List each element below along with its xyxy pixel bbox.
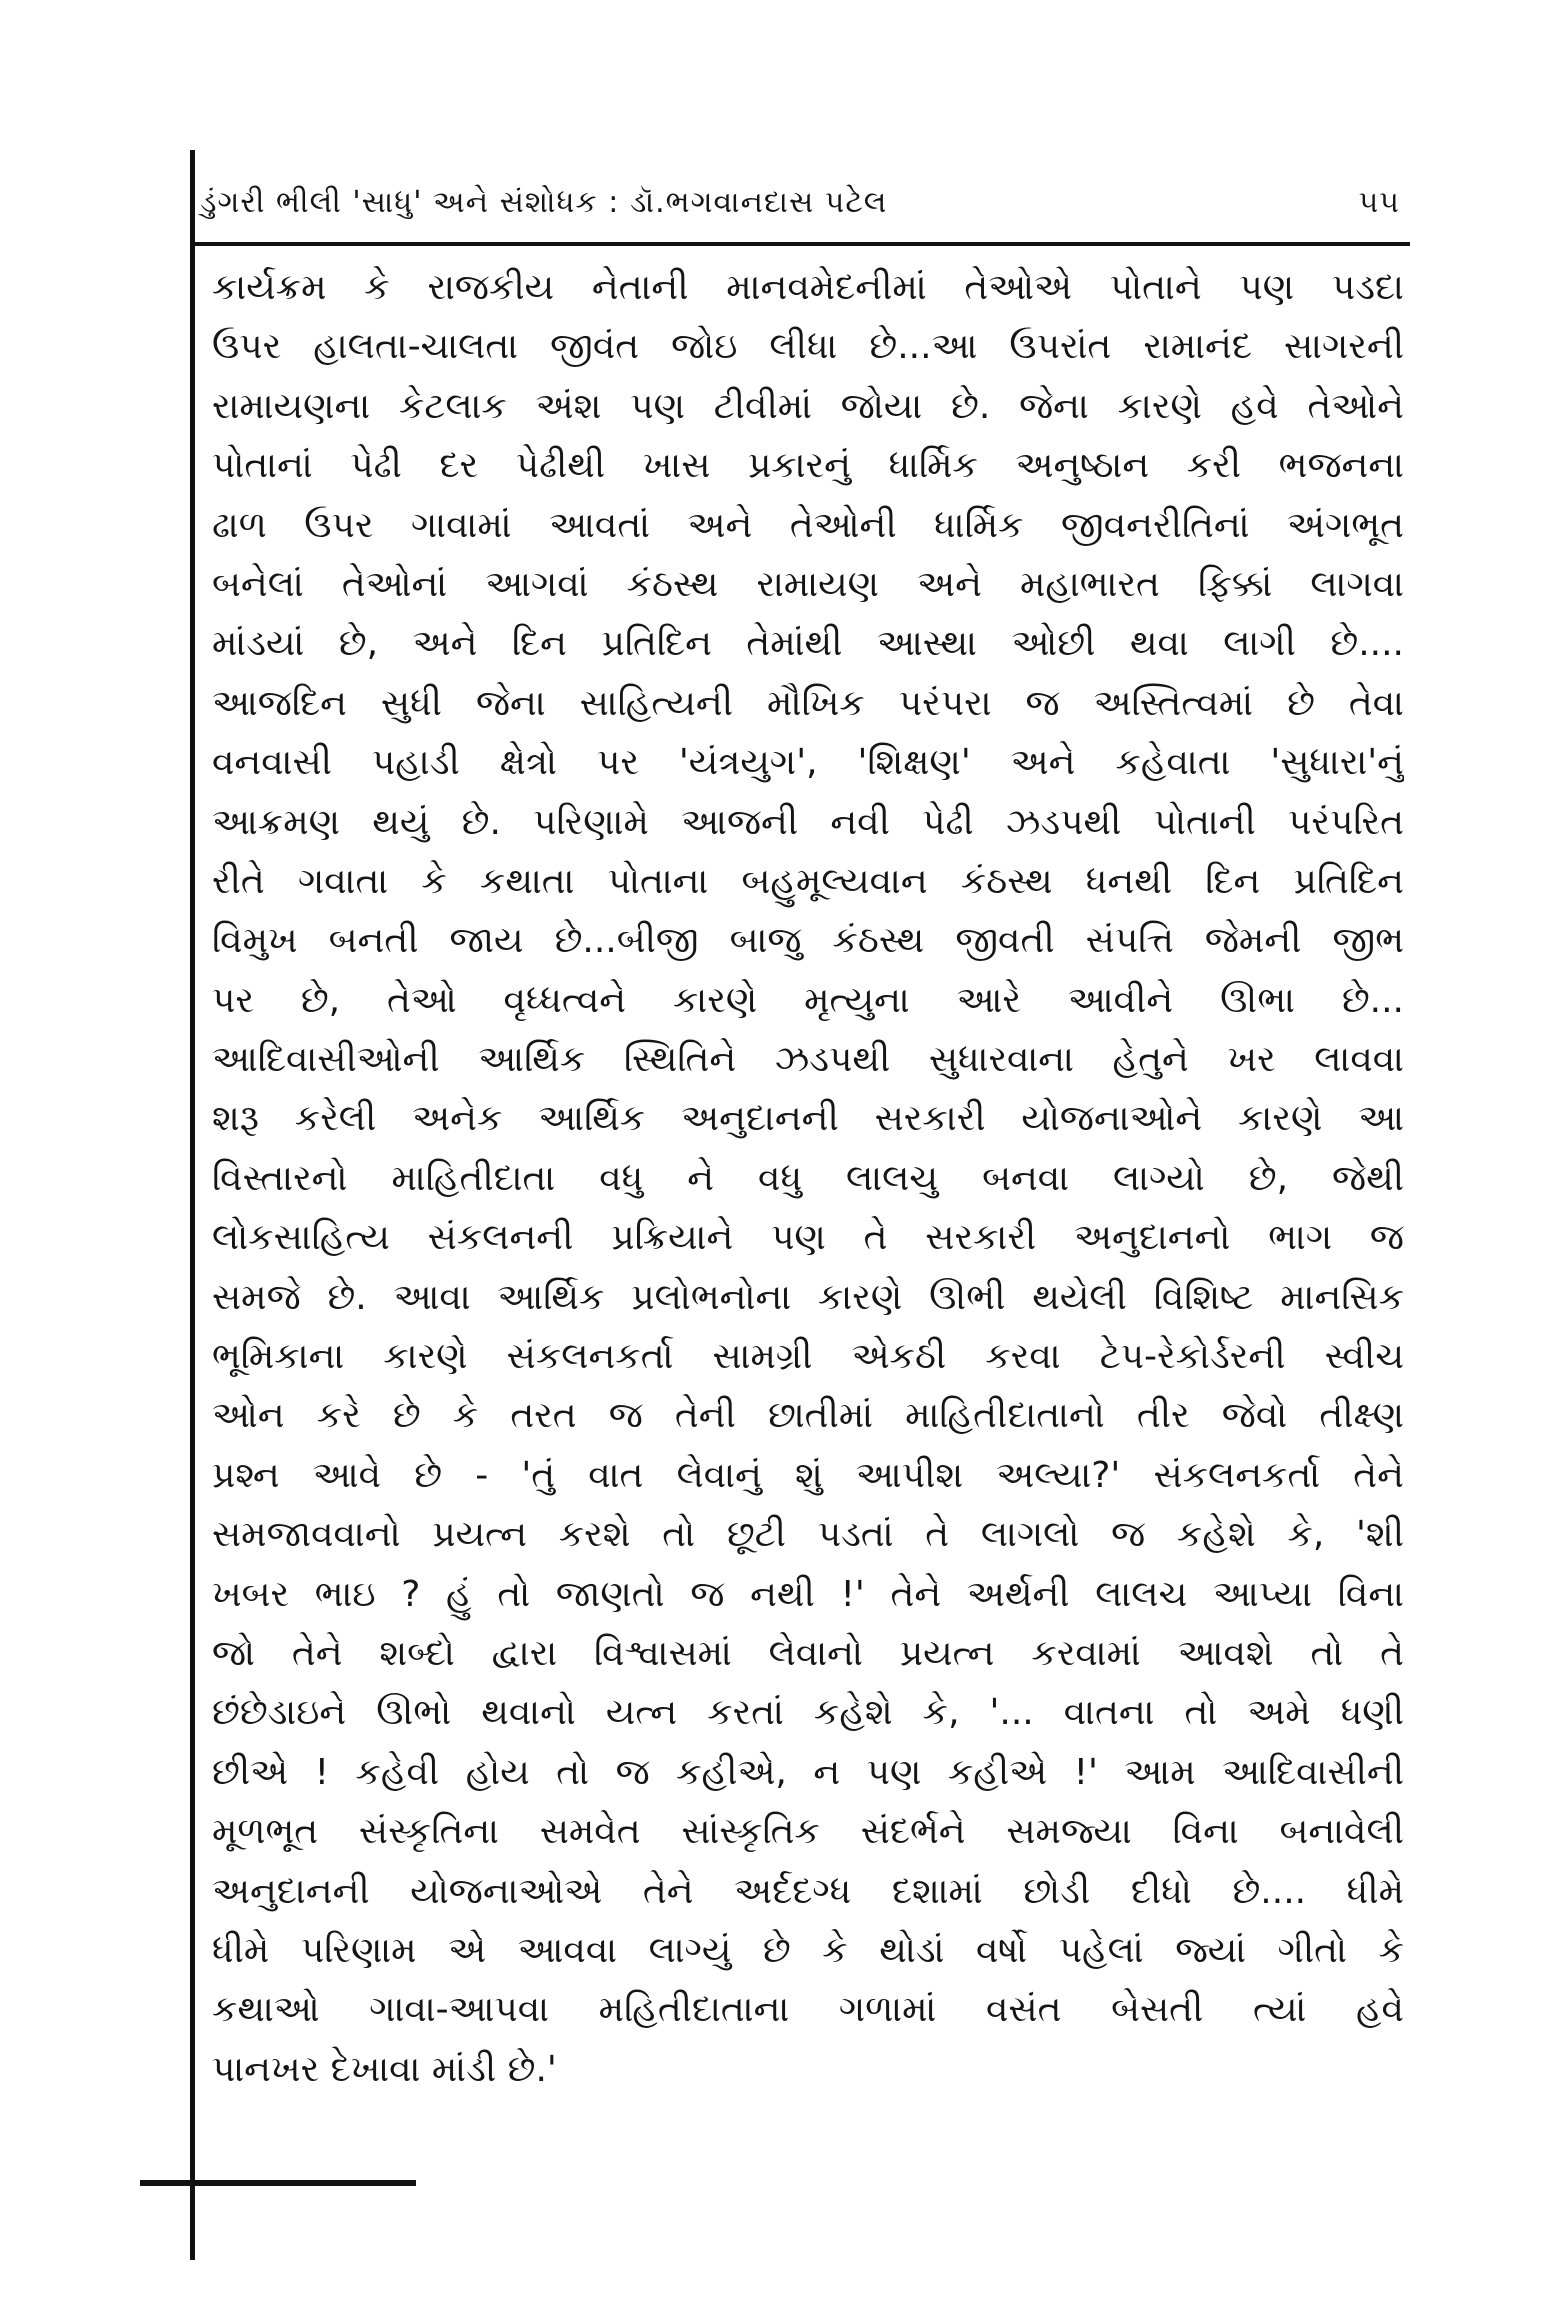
page-number: ૫૫ xyxy=(1358,184,1400,220)
text-line: બનેલાં તેઓનાં આગવાં કંઠસ્થ રામાયણ અને મહાભારત ફિક્કાં લાગવા xyxy=(212,563,1404,605)
text-line: ખબર ભાઇ ? હું તો જાણતો જ નથી !' તેને અર્થની લાલચ આપ્યા વિના xyxy=(212,1573,1404,1615)
text-line: પોતાનાં પેઢી દર પેઢીથી ખાસ પ્રકારનું ધાર્મિક અનુષ્ઠાન કરી ભજનના xyxy=(212,445,1404,487)
text-line: લોકસાહિત્ય સંકલનની પ્રક્રિયાને પણ તે સરકારી અનુદાનનો ભાગ જ xyxy=(212,1217,1404,1259)
text-line: મૂળભૂત સંસ્કૃતિના સમવેત સાંસ્કૃતિક સંદર્ભને સમજ્યા વિના બનાવેલી xyxy=(212,1811,1404,1853)
text-line: જો તેને શબ્દો દ્વારા વિશ્વાસમાં લેવાનો પ્રયત્ન કરવામાં આવશે તો તે xyxy=(212,1632,1404,1674)
text-line: કાર્યક્રમ કે રાજકીય નેતાની માનવમેદનીમાં તેઓએ પોતાને પણ પડદા xyxy=(212,267,1404,308)
text-line: પ્રશ્ન આવે છે - 'તું વાત લેવાનું શું આપીશ અલ્યા?' સંકલનકર્તા તેને xyxy=(212,1454,1404,1496)
text-line: આદિવાસીઓની આર્થિક સ્થિતિને ઝડપથી સુધારવાના હેતુને ખર લાવવા xyxy=(212,1039,1404,1081)
left-margin-rule xyxy=(190,150,195,2260)
text-line: ઉપર હાલતા-ચાલતા જીવંત જોઇ લીધા છે...આ ઉપરાંત રામાનંદ સાગરની xyxy=(212,326,1404,368)
text-line: સમજે છે. આવા આર્થિક પ્રલોભનોના કારણે ઊભી થયેલી વિશિષ્ટ માનસિક xyxy=(212,1276,1404,1318)
text-line: વિમુખ બનતી જાય છે...બીજી બાજુ કંઠસ્થ જીવતી સંપત્તિ જેમની જીભ xyxy=(212,920,1404,962)
text-line: ભૂમિકાના કારણે સંકલનકર્તા સામગ્રી એકઠી કરવા ટેપ-રેકોર્ડરની સ્વીચ xyxy=(212,1336,1404,1378)
text-line: માંડયાં છે, અને દિન પ્રતિદિન તેમાંથી આસ્થા ઓછી થવા લાગી છે.... xyxy=(212,623,1404,665)
text-line: વિસ્તારનો માહિતીદાતા વધુ ને વધુ લાલચુ બનવા લાગ્યો છે, જેથી xyxy=(212,1157,1404,1199)
text-line: વનવાસી પહાડી ક્ષેત્રો પર 'યંત્રયુગ', 'શિક્ષણ' અને કહેવાતા 'સુધારા'નું xyxy=(212,742,1404,784)
text-line: શરૂ કરેલી અનેક આર્થિક અનુદાનની સરકારી યોજનાઓને કારણે આ xyxy=(212,1098,1404,1140)
text-line: પાનખર દેખાવા માંડી છે.' xyxy=(212,2048,557,2090)
text-line: કથાઓ ગાવા-આપવા મહિતીદાતાના ગળામાં વસંત બેસતી ત્યાં હવે xyxy=(212,1989,1404,2031)
text-line: ધીમે પરિણામ એ આવવા લાગ્યું છે કે થોડાં વર્ષો પહેલાં જ્યાં ગીતો કે xyxy=(212,1929,1404,1971)
text-line: અનુદાનની યોજનાઓએ તેને અર્દદગ્ધ દશામાં છોડી દીધો છે.... ધીમે xyxy=(212,1870,1404,1912)
running-header xyxy=(200,172,1400,232)
text-line: ઓન કરે છે કે તરત જ તેની છાતીમાં માહિતીદાતાનો તીર જેવો તીક્ષ્ણ xyxy=(212,1395,1404,1437)
text-line: સમજાવવાનો પ્રયત્ન કરશે તો છૂટી પડતાં તે લાગલો જ કહેશે કે, 'શી xyxy=(212,1514,1404,1556)
text-line: છીએ ! કહેવી હોય તો જ કહીએ, ન પણ કહીએ !' આમ આદિવાસીની xyxy=(212,1751,1404,1793)
text-line: રામાયણના કેટલાક અંશ પણ ટીવીમાં જોયા છે. જેના કારણે હવે તેઓને xyxy=(212,385,1404,427)
footer-rule xyxy=(140,2180,416,2186)
text-line: છંછેડાઇને ઊભો થવાનો યત્ન કરતાં કહેશે કે, '... વાતના તો અમે ધણી xyxy=(212,1692,1404,1734)
header-rule xyxy=(190,242,1410,246)
text-line: ઢાળ ઉપર ગાવામાં આવતાં અને તેઓની ધાર્મિક જીવનરીતિનાં અંગભૂત xyxy=(212,504,1404,546)
text-line: રીતે ગવાતા કે કથાતા પોતાના બહુમૂલ્યવાન કંઠસ્થ ધનથી દિન પ્રતિદિન xyxy=(212,860,1404,902)
text-line: પર છે, તેઓ વૃધ્ધત્વને કારણે મૃત્યુના આરે આવીને ઊભા છે... xyxy=(212,979,1404,1021)
text-line: આજદિન સુધી જેના સાહિત્યની મૌખિક પરંપરા જ અસ્તિત્વમાં છે તેવા xyxy=(212,682,1404,724)
body-paragraph xyxy=(212,258,1404,2099)
running-header-title: ડુંગરી ભીલી 'સાધુ' અને સંશોધક : ડૉ.ભગવાનદાસ પટેલ xyxy=(200,184,888,220)
text-line: આક્રમણ થયું છે. પરિણામે આજની નવી પેઢી ઝડપથી પોતાની પરંપરિત xyxy=(212,801,1404,843)
